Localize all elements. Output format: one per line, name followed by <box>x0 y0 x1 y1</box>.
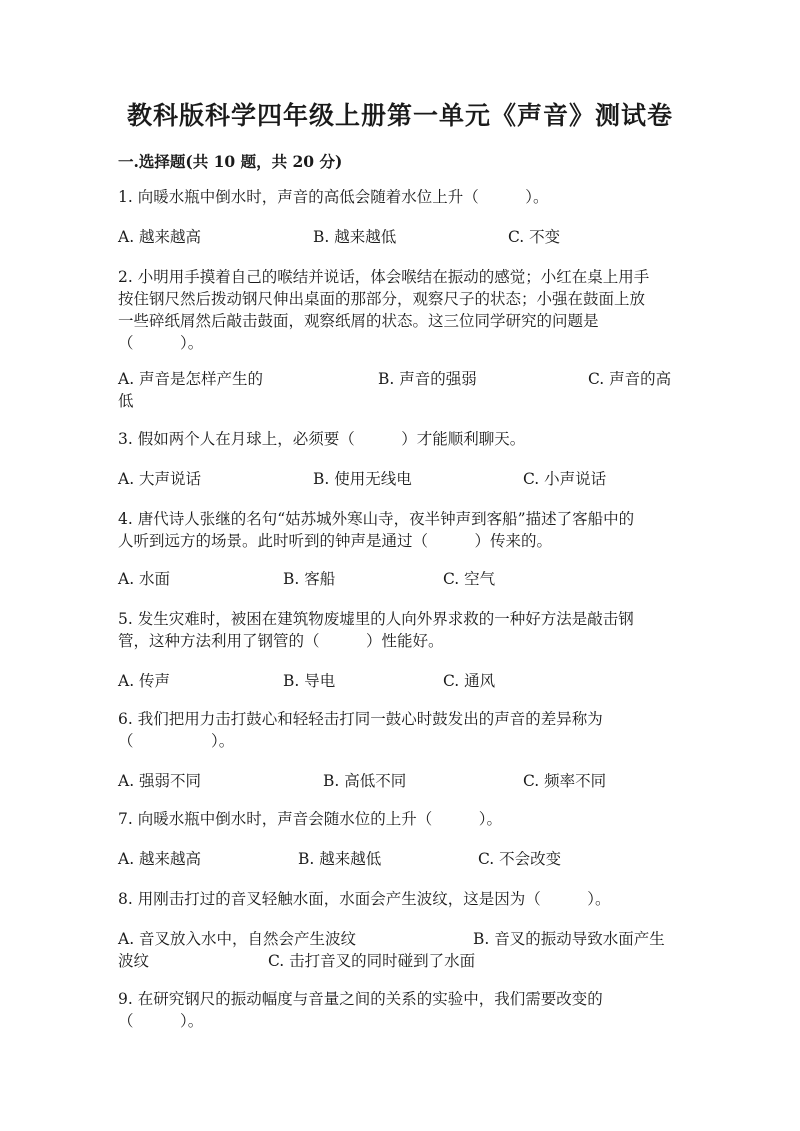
question-3-option-c: C. 小声说话 <box>523 470 607 488</box>
question-4-text: 人听到远方的场景。此时听到的钟声是通过（ ）传来的。 <box>118 532 553 550</box>
question-7-option-c: C. 不会改变 <box>478 850 562 868</box>
question-9-text: （ ）。 <box>118 1012 204 1030</box>
question-4-option-a: A. 水面 <box>118 570 171 588</box>
question-6-option-a: A. 强弱不同 <box>118 772 202 790</box>
question-6-option-c: C. 频率不同 <box>523 772 607 790</box>
question-7-option-a: A. 越来越高 <box>118 850 202 868</box>
question-2-option-b: B. 声音的强弱 <box>378 370 477 388</box>
question-6-option-b: B. 高低不同 <box>323 772 407 790</box>
question-8-option-c: C. 击打音叉的同时碰到了水面 <box>268 952 476 970</box>
question-2-text: （ ）。 <box>118 334 204 352</box>
question-2-option-a: A. 声音是怎样产生的 <box>118 370 264 388</box>
question-2-text: 按住钢尺然后拨动钢尺伸出桌面的那部分，观察尺子的状态；小强在鼓面上放 <box>118 290 646 308</box>
question-1-option-c: C. 不变 <box>508 228 561 246</box>
question-1-option-b: B. 越来越低 <box>313 228 397 246</box>
question-5-option-b: B. 导电 <box>283 672 336 690</box>
question-2-option-c: C. 声音的高 <box>588 370 672 388</box>
question-2-text: 2. 小明用手摸着自己的喉结并说话，体会喉结在振动的感觉；小红在桌上用手 <box>118 268 650 286</box>
question-9-text: 9. 在研究钢尺的振动幅度与音量之间的关系的实验中，我们需要改变的 <box>118 990 603 1008</box>
question-1-option-a: A. 越来越高 <box>118 228 202 246</box>
question-7-text: 7. 向暖水瓶中倒水时，声音会随水位的上升（ ）。 <box>118 810 502 828</box>
question-8-option-b-wrap: 波纹 <box>118 952 150 970</box>
question-1-text: 1. 向暖水瓶中倒水时，声音的高低会随着水位上升（ ）。 <box>118 188 549 206</box>
question-8-option-b: B. 音叉的振动导致水面产生 <box>473 930 665 948</box>
question-8-option-a: A. 音叉放入水中，自然会产生波纹 <box>118 930 357 948</box>
question-6-text: 6. 我们把用力击打鼓心和轻轻击打同一鼓心时鼓发出的声音的差异称为 <box>118 710 603 728</box>
question-6-text: （ ）。 <box>118 732 235 750</box>
question-7-option-b: B. 越来越低 <box>298 850 382 868</box>
question-3-option-b: B. 使用无线电 <box>313 470 412 488</box>
question-5-text: 管，这种方法利用了钢管的（ ）性能好。 <box>118 632 444 650</box>
question-8-text: 8. 用刚击打过的音叉轻触水面，水面会产生波纹，这是因为（ ）。 <box>118 890 611 908</box>
question-2-text: 一些碎纸屑然后敲击鼓面，观察纸屑的状态。这三位同学研究的问题是 <box>118 312 599 330</box>
question-2-option-c-wrap: 低 <box>118 392 134 410</box>
section-heading: 一.选择题(共 10 题，共 20 分) <box>118 152 343 171</box>
question-5-option-a: A. 传声 <box>118 672 171 690</box>
question-3-option-a: A. 大声说话 <box>118 470 202 488</box>
question-4-text: 4. 唐代诗人张继的名句“姑苏城外寒山寺，夜半钟声到客船”描述了客船中的 <box>118 510 635 528</box>
question-4-option-c: C. 空气 <box>443 570 496 588</box>
question-3-text: 3. 假如两个人在月球上，必须要（ ）才能顺利聊天。 <box>118 430 526 448</box>
question-5-option-c: C. 通风 <box>443 672 496 690</box>
exam-title: 教科版科学四年级上册第一单元《声音》测试卷 <box>126 101 673 130</box>
question-4-option-b: B. 客船 <box>283 570 336 588</box>
question-5-text: 5. 发生灾难时，被困在建筑物废墟里的人向外界求救的一种好方法是敲击钢 <box>118 610 634 628</box>
